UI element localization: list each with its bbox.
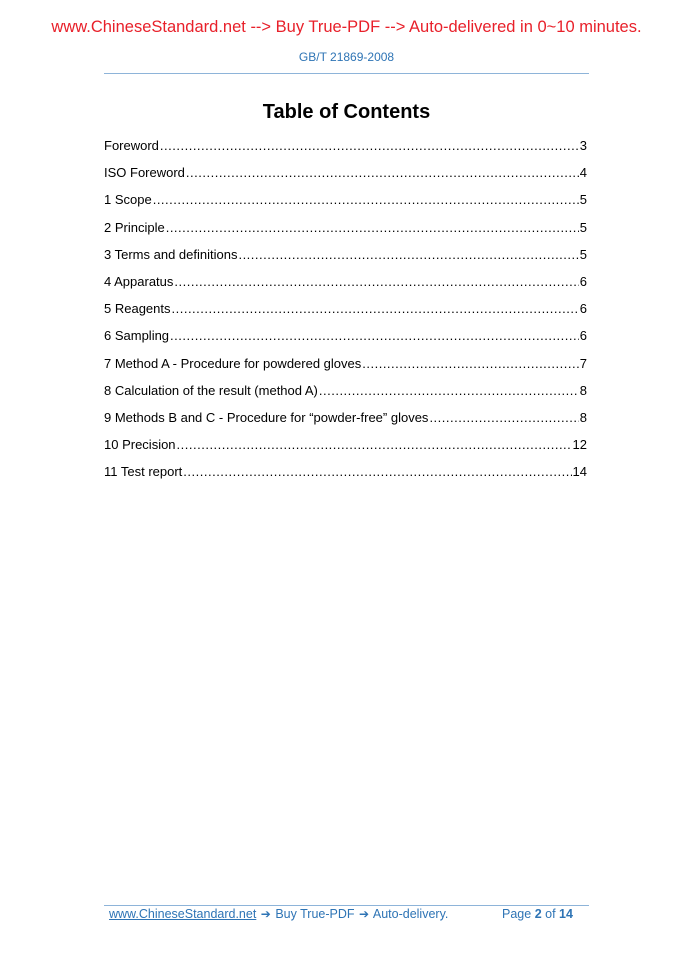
page-of: of	[545, 907, 556, 921]
header-divider	[104, 73, 589, 74]
toc-leader-dots	[177, 437, 572, 453]
toc-leader-dots	[166, 220, 579, 236]
toc-entry-page: 3	[579, 138, 587, 153]
toc-entry-apparatus[interactable]	[104, 274, 587, 301]
toc-leader-dots	[238, 247, 578, 263]
page-indicator	[502, 907, 573, 921]
right-arrow-icon: ➔	[359, 907, 370, 921]
toc-entry-methods-b-c[interactable]	[104, 410, 587, 437]
toc-entry-text: 8 Calculation of the result (method A)	[104, 382, 318, 398]
document-code: GB/T 21869-2008	[298, 50, 395, 64]
toc-entry-text: 10 Precision	[104, 437, 176, 453]
toc-entry-page: 6	[579, 328, 587, 344]
toc-entry-page: 8	[579, 382, 587, 398]
toc-entry-text: Foreword	[104, 138, 159, 153]
toc-entry-text: 5 Reagents	[104, 301, 171, 317]
toc-entry-precision[interactable]	[104, 437, 587, 464]
toc-leader-dots	[186, 165, 579, 181]
toc-leader-dots	[170, 328, 579, 344]
toc-entry-text: 6 Sampling	[104, 328, 170, 344]
toc-entry-page: 14	[572, 464, 587, 480]
toc-entry-terms[interactable]	[104, 247, 587, 274]
toc-entry-text: 2 Principle	[104, 219, 165, 235]
toc-entry-page: 6	[579, 273, 587, 289]
footer-delivery-text: Auto-delivery.	[372, 907, 449, 921]
footer-divider	[104, 905, 589, 906]
toc-leader-dots	[153, 192, 579, 208]
toc-entry-foreword[interactable]	[104, 138, 587, 165]
toc-entry-page: 8	[579, 409, 587, 425]
toc-entry-text: 4 Apparatus	[104, 273, 174, 289]
toc-leader-dots	[174, 274, 578, 290]
toc-entry-page: 7	[579, 355, 587, 371]
toc-entry-method-a[interactable]	[104, 356, 587, 383]
toc-entry-text: ISO Foreword	[104, 165, 185, 181]
toc-entry-text: 1 Scope	[104, 192, 152, 208]
right-arrow-icon: ➔	[260, 907, 271, 921]
footer-promo	[109, 907, 448, 921]
page-label: Page	[502, 907, 532, 921]
toc-list	[104, 138, 587, 491]
toc-entry-page: 12	[572, 437, 587, 453]
toc-entry-scope[interactable]	[104, 192, 587, 219]
toc-entry-principle[interactable]	[104, 220, 587, 247]
toc-leader-dots	[362, 356, 579, 372]
toc-entry-text: 7 Method A - Procedure for powdered gloves	[104, 355, 362, 371]
footer-buy-text: Buy True-PDF	[275, 907, 355, 921]
top-promo-banner: www.ChineseStandard.net --> Buy True-PDF --> Auto-delivered in 0~10 minutes.	[51, 18, 642, 36]
toc-entry-text: 9 Methods B and C - Procedure for “powder-free” gloves	[104, 409, 429, 425]
toc-entry-page: 4	[579, 165, 587, 181]
toc-leader-dots	[429, 410, 578, 426]
toc-entry-test-report[interactable]	[104, 464, 587, 491]
page-current: 2	[534, 907, 542, 921]
toc-entry-text: 11 Test report	[104, 464, 183, 480]
toc-leader-dots	[319, 383, 579, 399]
toc-entry-page: 5	[579, 219, 587, 235]
toc-leader-dots	[172, 301, 579, 317]
toc-leader-dots	[160, 138, 579, 154]
toc-entry-iso-foreword[interactable]	[104, 165, 587, 192]
toc-entry-sampling[interactable]	[104, 328, 587, 355]
page-total: 14	[559, 907, 573, 921]
toc-title: Table of Contents	[262, 101, 431, 123]
toc-leader-dots	[183, 464, 571, 480]
footer-site-link[interactable]: www.ChineseStandard.net	[109, 907, 257, 921]
toc-entry-calculation[interactable]	[104, 383, 587, 410]
toc-entry-reagents[interactable]	[104, 301, 587, 328]
toc-entry-page: 6	[579, 301, 587, 317]
toc-entry-text: 3 Terms and definitions	[104, 246, 238, 262]
toc-entry-page: 5	[579, 192, 587, 208]
toc-entry-page: 5	[579, 246, 587, 262]
